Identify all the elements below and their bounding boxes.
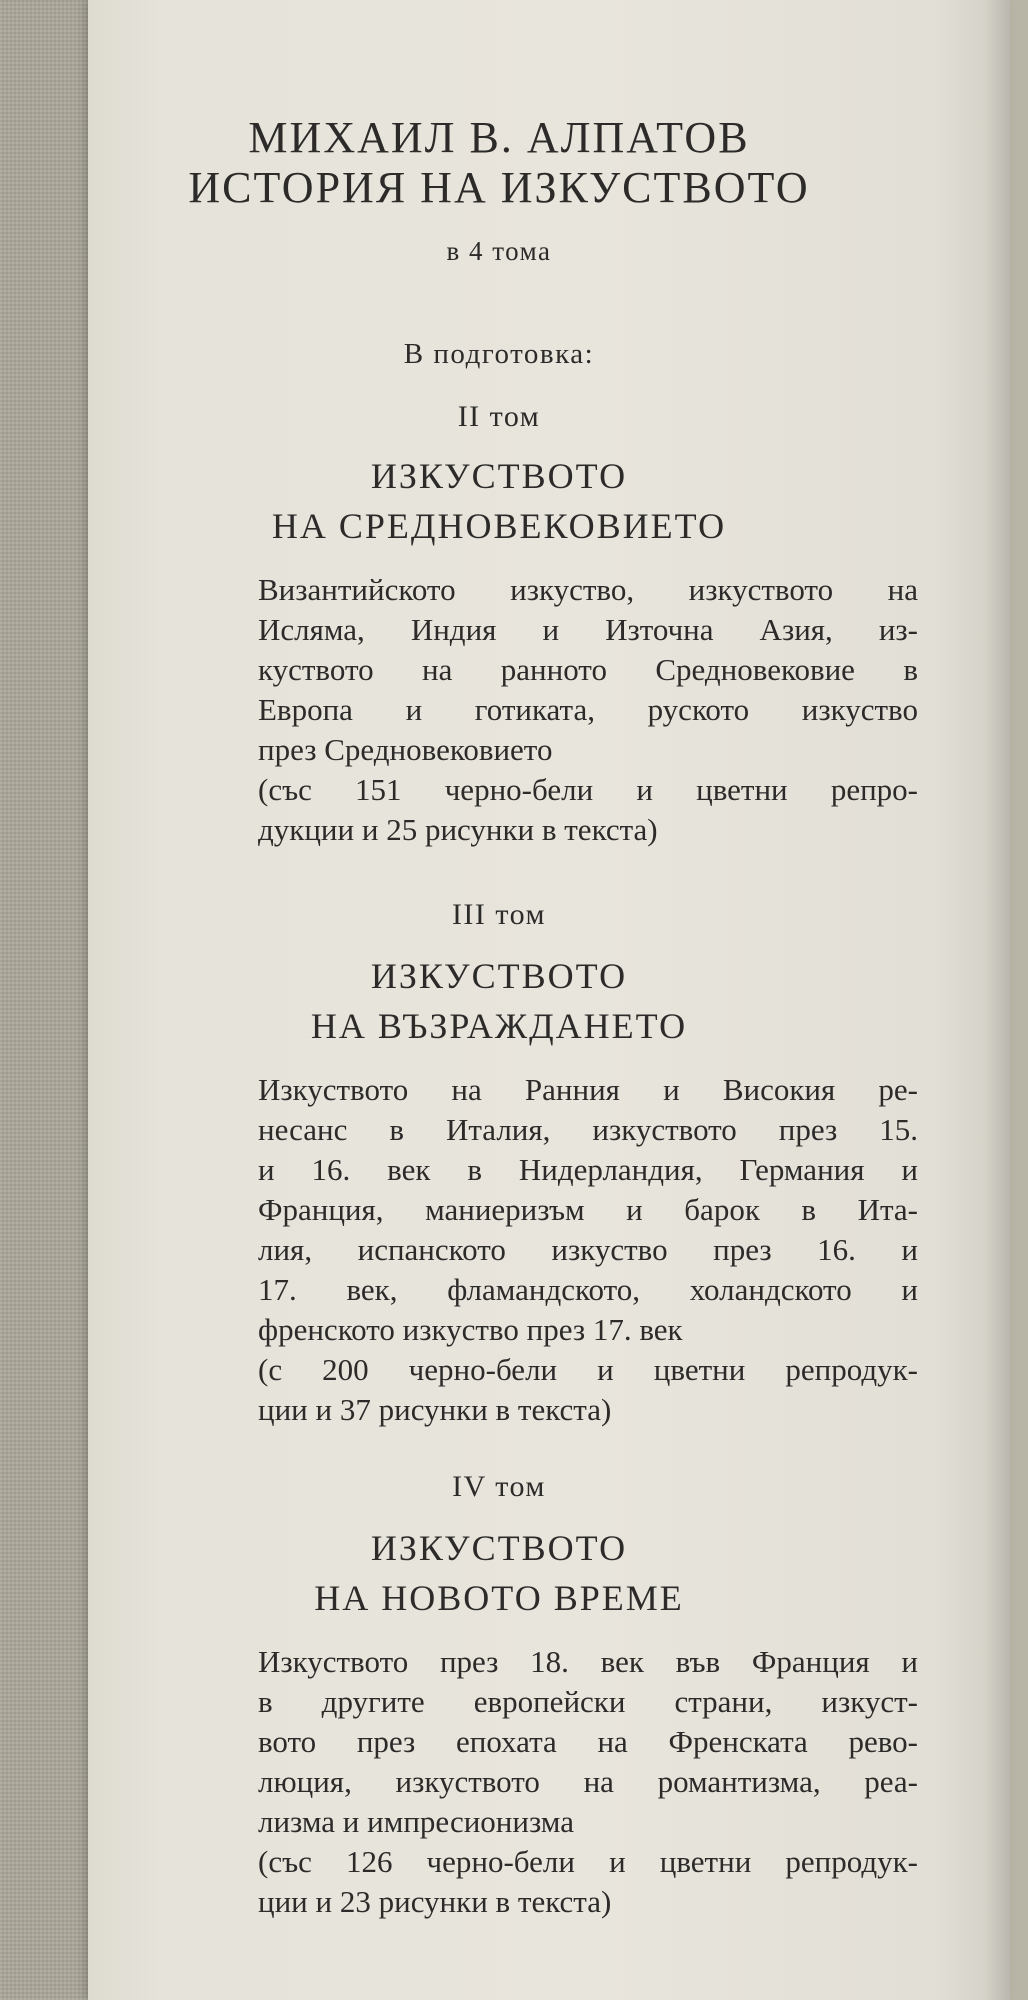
vol3-title-line1: ИЗКУСТВОТО [370,956,628,996]
vol4-line: ции и 23 рисунки в текста) [258,1884,612,1919]
vol4-label: IV том [452,1470,546,1503]
vol2-line: Исляма, Индия и Източна Азия, из- [258,612,918,647]
vol3-line: Франция, маниеризъм и барок в Ита- [258,1192,918,1227]
vol4-title-line2: НА НОВОТО ВРЕМЕ [314,1578,684,1618]
vol4-line: люция, изкуството на романтизма, реа- [258,1764,918,1799]
vol3-line: 17. век, фламандското, холандското и [258,1272,918,1307]
vol2-line: през Средновековието [258,732,553,767]
vol2-title-line2: НА СРЕДНОВЕКОВИЕТО [271,506,727,546]
vol2-title-line1: ИЗКУСТВОТО [370,456,628,496]
vol3-line: (с 200 черно-бели и цветни репродук- [258,1352,918,1387]
author-name: МИХАИЛ В. АЛПАТОВ [248,113,750,162]
vol3-line: ции и 37 рисунки в текста) [258,1392,612,1427]
vol3-title-line2: НА ВЪЗРАЖДАНЕТО [310,1006,688,1046]
vol3-line: несанс в Италия, изкуството през 15. [258,1112,918,1147]
vol2-label: II том [457,400,541,433]
vol2-line: куството на ранното Средновековие в [258,652,918,687]
vol4-line: Изкуството през 18. век във Франция и [258,1644,918,1679]
volume-count: в 4 тома [446,236,552,266]
vol4-line: вото през епохата на Френската рево- [258,1724,918,1759]
vol2-description [258,570,918,850]
vol3-line: лия, испанското изкуство през 16. и [258,1232,918,1267]
in-preparation-label: В подготовка: [403,338,595,370]
vol3-line: френското изкуство през 17. век [258,1312,683,1347]
vol2-line: (със 151 черно-бели и цветни репро- [258,772,918,807]
vol3-label: III том [451,898,547,931]
series-title: ИСТОРИЯ НА ИЗКУСТВОТО [188,163,810,212]
vol2-line: Византийското изкуство, изкуството на [258,572,918,607]
jacket-flap [88,0,1010,2000]
vol4-title-line1: ИЗКУСТВОТО [370,1528,628,1568]
vol4-line: лизма и импресионизма [258,1804,574,1839]
vol4-line: в другите европейски страни, изкуст- [258,1684,918,1719]
vol3-description [258,1070,918,1430]
flap-shadow-edge [984,0,1010,2000]
vol3-line: и 16. век в Нидерландия, Германия и [258,1152,918,1187]
vol3-line: Изкуството на Ранния и Високия ре- [258,1072,918,1107]
vol2-line: дукции и 25 рисунки в текста) [258,812,658,847]
vol4-description [258,1642,918,1922]
vol2-line: Европа и готиката, руското изкуство [258,692,918,727]
vol4-line: (със 126 черно-бели и цветни репродук- [258,1844,918,1879]
